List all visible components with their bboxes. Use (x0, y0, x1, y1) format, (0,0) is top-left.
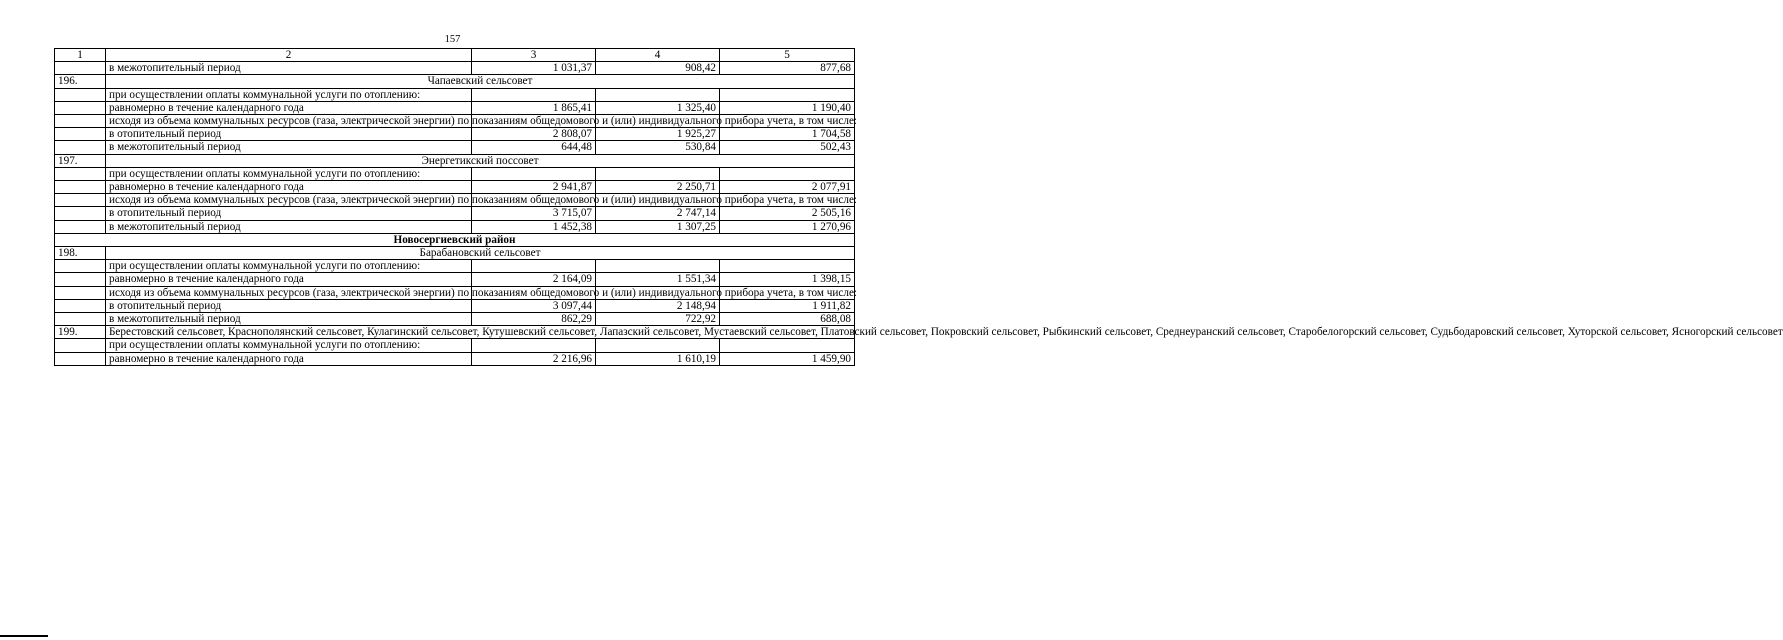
data-row (55, 299, 855, 312)
value-col-4: 2 148,94 (596, 299, 720, 312)
value-col-5: 1 398,15 (720, 273, 855, 286)
header-col-3: 3 (472, 49, 596, 62)
row-number-cell (55, 339, 106, 352)
row-number-cell (55, 128, 106, 141)
value-col-5: 1 704,58 (720, 128, 855, 141)
row-number-cell (55, 352, 106, 365)
value-col-5: 502,43 (720, 141, 855, 154)
section-row (55, 247, 855, 260)
header-row (55, 49, 855, 62)
data-row (55, 220, 855, 233)
empty-cell-4 (596, 260, 720, 273)
data-row (55, 352, 855, 365)
row-number-cell (55, 220, 106, 233)
header-col-4: 4 (596, 49, 720, 62)
header-col-5: 5 (720, 49, 855, 62)
row-label: в межотопительный период (106, 141, 472, 154)
value-col-4: 908,42 (596, 62, 720, 75)
row-number-cell (55, 313, 106, 326)
empty-cell-4 (596, 339, 720, 352)
data-row (55, 101, 855, 114)
value-col-5: 1 459,90 (720, 352, 855, 365)
value-col-4: 1 307,25 (596, 220, 720, 233)
row-number-cell (55, 299, 106, 312)
value-col-4: 722,92 (596, 313, 720, 326)
value-col-3: 2 164,09 (472, 273, 596, 286)
value-col-4: 1 551,34 (596, 273, 720, 286)
value-col-3: 3 715,07 (472, 207, 596, 220)
value-col-3: 3 097,44 (472, 299, 596, 312)
description-row (55, 194, 855, 207)
data-row (55, 207, 855, 220)
row-number-cell (55, 273, 106, 286)
row-number-cell (55, 167, 106, 180)
description-row (55, 88, 855, 101)
row-number-cell (55, 88, 106, 101)
description-row (55, 286, 855, 299)
value-col-5: 688,08 (720, 313, 855, 326)
section-number: 199. (55, 326, 106, 339)
row-label: равномерно в течение календарного года (106, 352, 472, 365)
row-label: в межотопительный период (106, 62, 472, 75)
row-label: в межотопительный период (106, 220, 472, 233)
value-col-3: 2 941,87 (472, 181, 596, 194)
page-number: 157 (444, 34, 461, 45)
empty-cell-5 (720, 88, 855, 101)
value-col-5: 1 911,82 (720, 299, 855, 312)
section-number: 197. (55, 154, 106, 167)
value-col-5: 2 505,16 (720, 207, 855, 220)
value-col-5: 2 077,91 (720, 181, 855, 194)
row-description: при осуществлении оплаты коммунальной услуги по отоплению: (106, 167, 472, 180)
data-row (55, 313, 855, 326)
value-col-4: 1 325,40 (596, 101, 720, 114)
value-col-5: 1 190,40 (720, 101, 855, 114)
value-col-5: 877,68 (720, 62, 855, 75)
empty-cell-3 (472, 260, 596, 273)
data-row (55, 181, 855, 194)
value-col-3: 1 031,37 (472, 62, 596, 75)
row-number-cell (55, 181, 106, 194)
tariff-table (54, 48, 1783, 366)
data-row (55, 273, 855, 286)
row-number-cell (55, 260, 106, 273)
row-number-cell (55, 286, 106, 299)
empty-cell-4 (596, 167, 720, 180)
section-row (55, 326, 855, 339)
value-col-4: 530,84 (596, 141, 720, 154)
section-row (55, 75, 855, 88)
header-col-2: 2 (106, 49, 472, 62)
empty-cell-5 (720, 167, 855, 180)
value-col-5: 1 270,96 (720, 220, 855, 233)
row-number-cell (55, 101, 106, 114)
empty-cell-3 (472, 88, 596, 101)
value-col-4: 1 925,27 (596, 128, 720, 141)
row-description: при осуществлении оплаты коммунальной услуги по отоплению: (106, 339, 472, 352)
section-title: Берестовский сельсовет, Краснополянский сельсовет, Кулагинский сельсовет, Кутушевский сельсовет, Лапазский сельсовет, Мустаевский сельсовет, Платовский сельсовет, Покровский сельсовет, Рыбкинский сельсовет, Среднеуранский сельсовет, Старобелогорский сельсовет, Судьбодаровский сельсовет, Хуторской сельсовет, Ясногорский сельсовет (106, 326, 855, 339)
data-row (55, 128, 855, 141)
row-number-cell (55, 62, 106, 75)
description-row (55, 167, 855, 180)
empty-cell-3 (472, 167, 596, 180)
value-col-3: 1 865,41 (472, 101, 596, 114)
value-col-3: 644,48 (472, 141, 596, 154)
row-description: при осуществлении оплаты коммунальной услуги по отоплению: (106, 260, 472, 273)
value-col-4: 2 747,14 (596, 207, 720, 220)
row-label: в отопительный период (106, 128, 472, 141)
row-description: исходя из объема коммунальных ресурсов (газа, электрической энергии) по показаниям общедомового и (или) индивидуального прибора учета, в том числе: (106, 194, 472, 207)
row-label: в отопительный период (106, 299, 472, 312)
margin-mark (0, 635, 48, 637)
tariff-table-body (55, 49, 1783, 366)
value-col-4: 1 610,19 (596, 352, 720, 365)
description-row (55, 260, 855, 273)
row-description: исходя из объема коммунальных ресурсов (газа, электрической энергии) по показаниям общедомового и (или) индивидуального прибора учета, в том числе: (106, 286, 472, 299)
district-title: Новосергиевский район (55, 233, 855, 246)
row-description: при осуществлении оплаты коммунальной услуги по отоплению: (106, 88, 472, 101)
data-row (55, 141, 855, 154)
row-number-cell (55, 141, 106, 154)
row-label: равномерно в течение календарного года (106, 273, 472, 286)
section-title: Энергетикский поссовет (106, 154, 855, 167)
description-row (55, 339, 855, 352)
row-label: равномерно в течение календарного года (106, 101, 472, 114)
value-col-3: 862,29 (472, 313, 596, 326)
empty-cell-3 (472, 339, 596, 352)
data-row (55, 62, 855, 75)
empty-cell-4 (596, 88, 720, 101)
section-title: Чапаевский сельсовет (106, 75, 855, 88)
section-row (55, 154, 855, 167)
description-row (55, 115, 855, 128)
row-label: в отопительный период (106, 207, 472, 220)
section-number: 196. (55, 75, 106, 88)
row-number-cell (55, 194, 106, 207)
section-number: 198. (55, 247, 106, 260)
section-title: Барабановский сельсовет (106, 247, 855, 260)
row-description: исходя из объема коммунальных ресурсов (газа, электрической энергии) по показаниям общедомового и (или) индивидуального прибора учета, в том числе: (106, 115, 472, 128)
value-col-3: 2 216,96 (472, 352, 596, 365)
row-number-cell (55, 115, 106, 128)
empty-cell-5 (720, 339, 855, 352)
district-row (55, 233, 855, 246)
value-col-4: 2 250,71 (596, 181, 720, 194)
row-label: равномерно в течение календарного года (106, 181, 472, 194)
empty-cell-5 (720, 260, 855, 273)
row-label: в межотопительный период (106, 313, 472, 326)
row-number-cell (55, 207, 106, 220)
value-col-3: 1 452,38 (472, 220, 596, 233)
value-col-3: 2 808,07 (472, 128, 596, 141)
header-col-1: 1 (55, 49, 106, 62)
